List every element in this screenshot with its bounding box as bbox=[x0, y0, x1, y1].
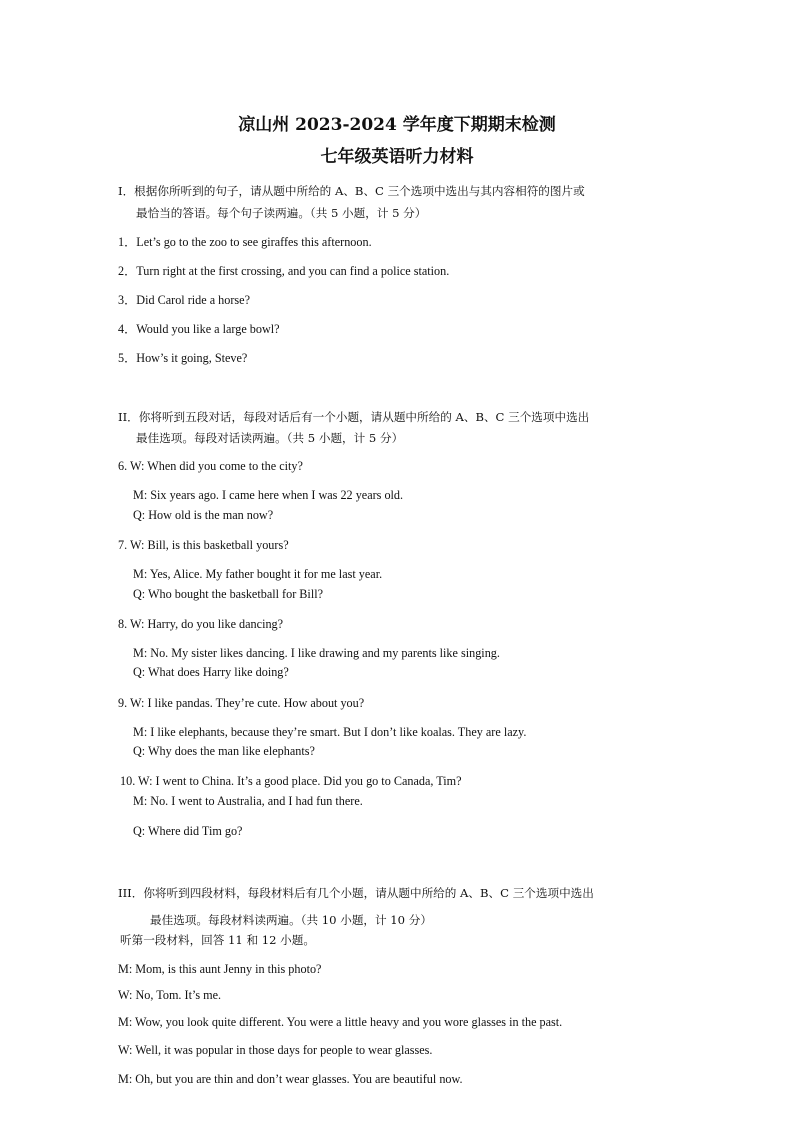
dialog-question: Q: Who bought the basketball for Bill? bbox=[133, 587, 324, 601]
dialog-woman-line: 8. W: Harry, do you like dancing? bbox=[118, 617, 284, 631]
dialog-woman-line: 6. W: When did you come to the city? bbox=[118, 459, 303, 473]
dialog-man-line: M: I like elephants, because they’re smart. But I don’t like koalas. They are lazy. bbox=[133, 725, 527, 739]
material-line: W: No, Tom. It’s me. bbox=[118, 988, 222, 1002]
list-item: 5．How’s it going, Steve? bbox=[118, 351, 248, 365]
section-3-subheading: 听第一段材料，回答 11 和 12 小题。 bbox=[120, 933, 315, 947]
dialog-question: Q: How old is the man now? bbox=[133, 508, 274, 522]
section-3-heading-cont: 最佳选项。每段材料读两遍。（共 10 小题，计 10 分） bbox=[150, 913, 432, 927]
material-line: M: Oh, but you are thin and don’t wear glasses. You are beautiful now. bbox=[118, 1072, 463, 1086]
dialog-man-line: M: Six years ago. I came here when I was 22 years old. bbox=[133, 488, 404, 502]
section-2-heading: II．你将听到五段对话，每段对话后有一个小题，请从题中所给的 A、B、C 三个选项中选出 bbox=[118, 410, 590, 424]
material-line: M: Wow, you look quite different. You were a little heavy and you wore glasses in the past. bbox=[118, 1015, 563, 1029]
dialog-woman-line: 9. W: I like pandas. They’re cute. How about you? bbox=[118, 696, 365, 710]
list-item: 1．Let’s go to the zoo to see giraffes this afternoon. bbox=[118, 235, 372, 249]
dialog-question: Q: What does Harry like doing? bbox=[133, 665, 289, 679]
section-2-heading-cont: 最佳选项。每段对话读两遍。（共 5 小题，计 5 分） bbox=[136, 431, 404, 445]
dialog-woman-line: 7. W: Bill, is this basketball yours? bbox=[118, 538, 289, 552]
list-item: 2．Turn right at the first crossing, and you can find a police station. bbox=[118, 264, 450, 278]
material-line: M: Mom, is this aunt Jenny in this photo? bbox=[118, 962, 322, 976]
list-item: 4．Would you like a large bowl? bbox=[118, 322, 280, 336]
dialog-question: Q: Where did Tim go? bbox=[133, 824, 243, 838]
section-1-heading-cont: 最恰当的答语。每个句子读两遍。（共 5 小题，计 5 分） bbox=[136, 206, 427, 220]
dialog-woman-line: 10. W: I went to China. It’s a good place. Did you go to Canada, Tim? bbox=[120, 774, 462, 788]
material-line: W: Well, it was popular in those days for people to wear glasses. bbox=[118, 1043, 433, 1057]
dialog-question: Q: Why does the man like elephants? bbox=[133, 744, 315, 758]
section-3-heading: III．你将听到四段材料，每段材料后有几个小题，请从题中所给的 A、B、C 三个选项中选出 bbox=[118, 886, 594, 900]
document-subtitle: 七年级英语听力材料 bbox=[320, 147, 474, 167]
document-title: 凉山州 2023-2024 学年度下期期末检测 bbox=[238, 115, 556, 135]
dialog-man-line: M: No. I went to Australia, and I had fun there. bbox=[133, 794, 363, 808]
dialog-man-line: M: Yes, Alice. My father bought it for me last year. bbox=[133, 567, 383, 581]
section-1-heading: I．根据你所听到的句子，请从题中所给的 A、B、C 三个选项中选出与其内容相符的图片或 bbox=[118, 184, 585, 198]
dialog-man-line: M: No. My sister likes dancing. I like drawing and my parents like singing. bbox=[133, 646, 500, 660]
list-item: 3．Did Carol ride a horse? bbox=[118, 293, 250, 307]
